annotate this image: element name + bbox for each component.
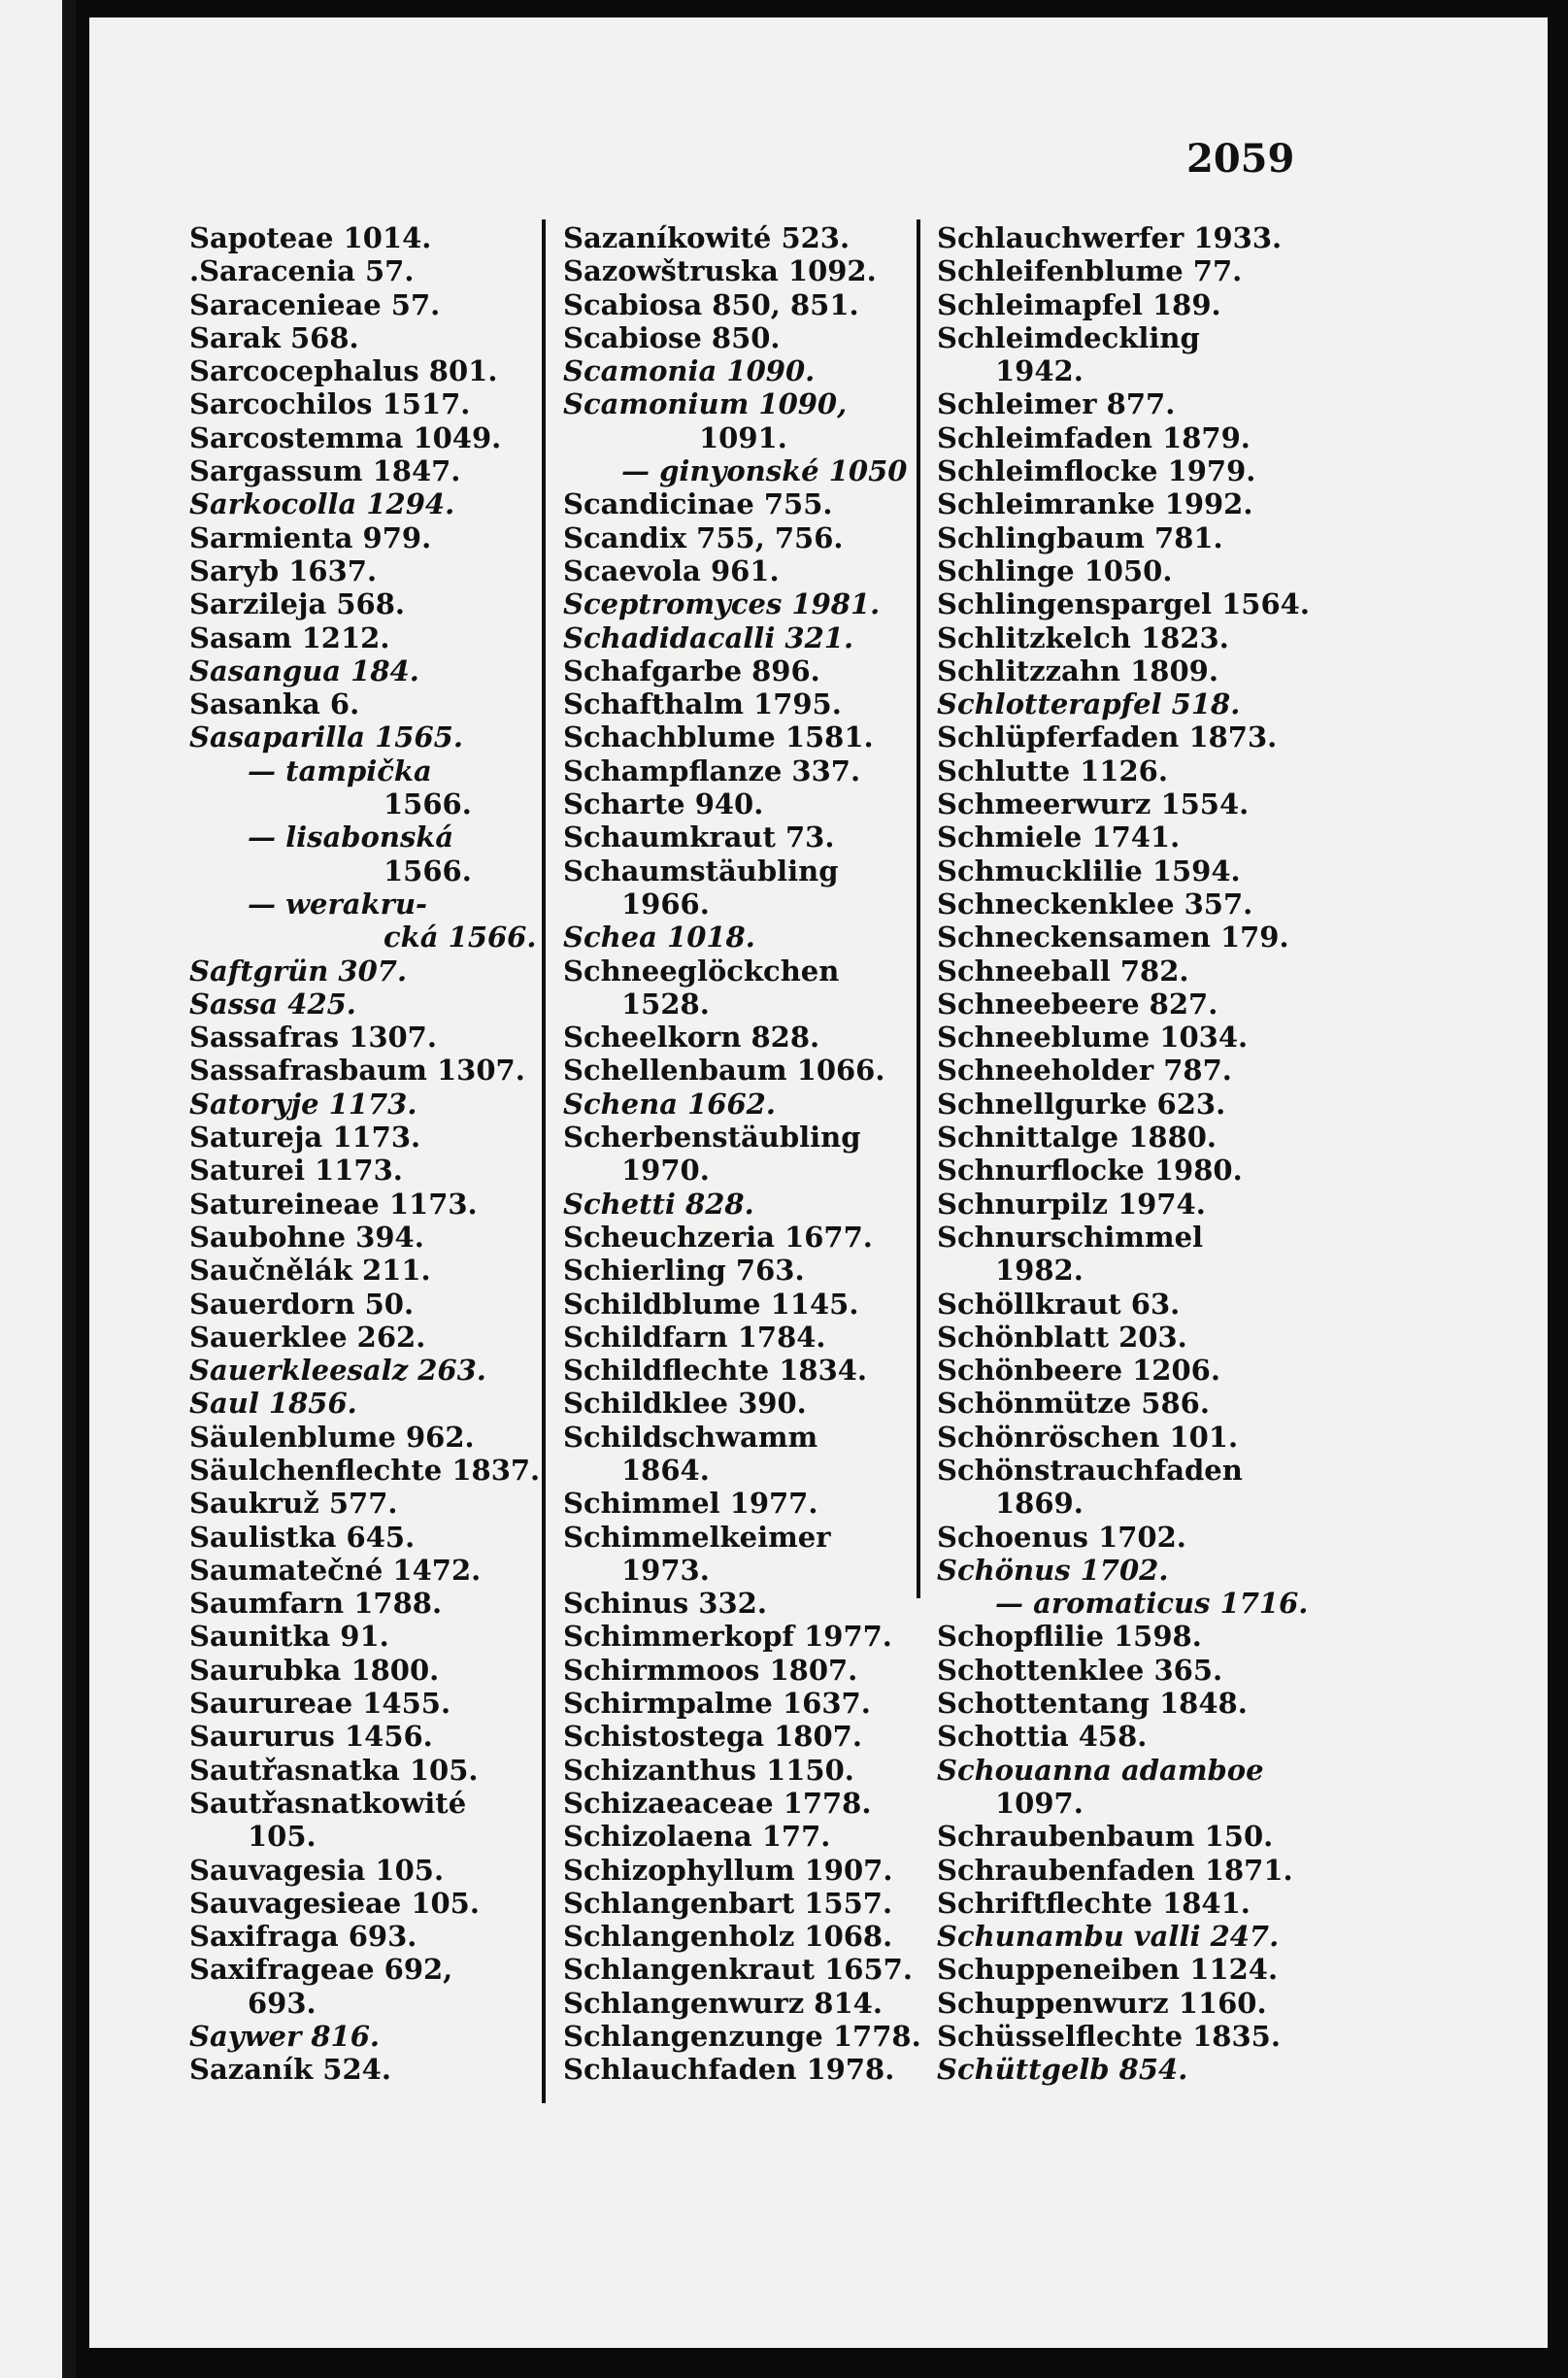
index-entry: Schaumstäubling [563, 854, 839, 888]
index-entry: Schmeerwurz 1554. [937, 787, 1250, 821]
index-entry: 1566. [384, 854, 472, 888]
index-entry: Schnurschimmel [937, 1220, 1204, 1254]
index-entry: Saul 1856. [189, 1387, 357, 1421]
index-entry: Schena 1662. [563, 1087, 776, 1121]
index-entry: Schildschwamm [563, 1420, 818, 1454]
index-entry: 693. [248, 1986, 317, 2020]
page-number: 2059 [1186, 136, 1295, 182]
index-entry: Sauvagesieae 105. [189, 1886, 480, 1920]
index-entry: Sauerdorn 50. [189, 1287, 415, 1321]
index-entry: Schneebeere 827. [937, 987, 1218, 1021]
index-entry: Schneeglöckchen [563, 954, 840, 988]
index-entry: Saururus 1456. [189, 1720, 433, 1754]
index-entry: Schlangenwurz 814. [563, 1986, 883, 2020]
index-entry: Schönus 1702. [937, 1553, 1169, 1587]
index-entry: Scharte 940. [563, 787, 764, 821]
index-entry: cká 1566. [384, 921, 537, 955]
index-entry: Schinus 332. [563, 1587, 767, 1621]
index-entry: Satureja 1173. [189, 1121, 421, 1155]
index-entry: 1869. [995, 1487, 1084, 1521]
index-entry: Schizolaena 177. [563, 1820, 831, 1854]
index-entry: Saulistka 645. [189, 1520, 416, 1554]
index-entry: Schneeholder 787. [937, 1054, 1232, 1088]
index-entry: — tampička [248, 754, 432, 787]
index-entry: Schriftflechte 1841. [937, 1886, 1251, 1920]
index-entry: Sautřasnatkowité [189, 1786, 467, 1820]
index-entry: Sarak 568. [189, 320, 359, 354]
index-entry: Scamonium 1090, [563, 387, 848, 421]
index-entry: Schlinge 1050. [937, 553, 1173, 587]
index-entry: Schneeball 782. [937, 954, 1189, 988]
index-entry: Sazaníkowité 523. [563, 221, 851, 254]
index-entry: Saryb 1637. [189, 553, 378, 587]
index-entry: Schunambu valli 247. [937, 1920, 1280, 1954]
index-entry: 1973. [621, 1553, 710, 1587]
index-entry: — lisabonská [248, 821, 454, 854]
index-entry: Schimmerkopf 1977. [563, 1620, 892, 1654]
index-entry: Schleimer 877. [937, 387, 1176, 421]
index-entry: Schraubenbaum 150. [937, 1820, 1274, 1854]
index-entry: Satoryje 1173. [189, 1087, 417, 1121]
index-entry: Schierling 763. [563, 1254, 805, 1288]
previous-page-edge [0, 0, 70, 2378]
index-entry: Schetti 828. [563, 1187, 754, 1221]
index-entry: Scabiose 850. [563, 320, 781, 354]
index-entry: Sceptromyces 1981. [563, 587, 881, 621]
index-entry: Schuppeneiben 1124. [937, 1953, 1279, 1987]
index-entry: Schlangenbart 1557. [563, 1886, 893, 1920]
index-entry: Schleimflocke 1979. [937, 454, 1256, 488]
index-entry: Schizanthus 1150. [563, 1753, 854, 1787]
index-entry: Schlauchfaden 1978. [563, 2053, 895, 2087]
index-entry: Schirmpalme 1637. [563, 1687, 871, 1721]
index-entry: Schneeblume 1034. [937, 1021, 1249, 1055]
index-entry: Schlutte 1126. [937, 754, 1168, 787]
index-entry: 1091. [699, 420, 787, 454]
index-entry: Sarmienta 979. [189, 520, 432, 554]
index-entry: Sazowštruska 1092. [563, 254, 877, 288]
index-entry: Schizaeaceae 1778. [563, 1786, 872, 1820]
index-entry: Schlüpferfaden 1873. [937, 720, 1278, 754]
index-entry: Saracenieae 57. [189, 287, 441, 321]
index-entry: Saunitka 91. [189, 1620, 389, 1654]
index-entry: Schlotterapfel 518. [937, 687, 1241, 721]
index-entry: Schistostega 1807. [563, 1720, 862, 1754]
index-entry: Schimmel 1977. [563, 1487, 818, 1521]
index-entry: — werakru- [248, 887, 428, 921]
index-entry: 1942. [995, 354, 1084, 388]
index-entry: 1097. [995, 1786, 1084, 1820]
index-entry: Scandix 755, 756. [563, 520, 844, 554]
index-entry: Saxifraga 693. [189, 1920, 417, 1954]
index-entry: Schlangenkraut 1657. [563, 1953, 913, 1987]
index-entry: Schlangenzunge 1778. [563, 2020, 921, 2054]
index-entry: Sarcostemma 1049. [189, 420, 502, 454]
index-entry: Schraubenfaden 1871. [937, 1853, 1293, 1887]
index-entry: Schüttgelb 854. [937, 2053, 1188, 2087]
index-entry: Saumfarn 1788. [189, 1587, 443, 1621]
index-entry: Sauerkleesalz 263. [189, 1354, 486, 1388]
index-entry: Schlangenholz 1068. [563, 1920, 893, 1954]
index-entry: Schuppenwurz 1160. [937, 1986, 1267, 2020]
index-entry: Schönröschen 101. [937, 1420, 1239, 1454]
index-entry: Sarcochilos 1517. [189, 387, 471, 421]
index-entry: Schafgarbe 896. [563, 653, 820, 687]
index-entry: Schnurflocke 1980. [937, 1154, 1243, 1188]
index-entry: Saturei 1173. [189, 1154, 403, 1188]
index-entry: 1566. [384, 787, 472, 821]
index-entry: Schönstrauchfaden [937, 1453, 1243, 1487]
index-entry: Sargassum 1847. [189, 454, 461, 488]
index-entry: Schadidacalli 321. [563, 620, 854, 654]
index-entry: Schottia 458. [937, 1720, 1148, 1754]
index-entry: Schildklee 390. [563, 1387, 807, 1421]
index-entry: Schouanna adamboe [937, 1753, 1264, 1787]
index-entry: Schnellgurke 623. [937, 1087, 1226, 1121]
index-entry: — aromaticus 1716. [995, 1587, 1309, 1621]
index-entry: Sazaník 524. [189, 2053, 391, 2087]
index-entry: Saurureae 1455. [189, 1687, 451, 1721]
index-entry: 1864. [621, 1453, 710, 1487]
index-entry: Schleimapfel 189. [937, 287, 1221, 321]
index-entry: Sasangua 184. [189, 653, 419, 687]
index-entry: Schildfarn 1784. [563, 1320, 826, 1354]
index-entry: Sasam 1212. [189, 620, 390, 654]
index-entry: Schleifenblume 77. [937, 254, 1243, 288]
index-entry: Schnittalge 1880. [937, 1121, 1218, 1155]
index-entry: Schaumkraut 73. [563, 821, 835, 854]
index-entry: 1970. [621, 1154, 710, 1188]
index-entry: Schimmelkeimer [563, 1520, 831, 1554]
index-column-2 [563, 221, 921, 2087]
index-entry: Schampflanze 337. [563, 754, 861, 787]
index-entry: Schoenus 1702. [937, 1520, 1186, 1554]
index-entry: Schönmütze 586. [937, 1387, 1210, 1421]
page-gutter-shadow [62, 0, 76, 2378]
index-entry: .Saracenia 57. [189, 254, 415, 288]
index-entry: Sarkocolla 1294. [189, 487, 455, 521]
index-entry: Säulchenflechte 1837. [189, 1453, 541, 1487]
index-entry: Sassafras 1307. [189, 1021, 437, 1055]
index-entry: Schlingenspargel 1564. [937, 587, 1310, 621]
index-entry: Schmucklilie 1594. [937, 854, 1241, 888]
index-entry: Scheuchzeria 1677. [563, 1220, 873, 1254]
index-entry: Schnurpilz 1974. [937, 1187, 1206, 1221]
index-entry: Schlauchwerfer 1933. [937, 221, 1283, 254]
index-entry: Sarzileja 568. [189, 587, 405, 621]
index-entry: Saučnělák 211. [189, 1254, 431, 1288]
index-entry: Schellenbaum 1066. [563, 1054, 885, 1088]
index-entry: — ginyonské 1050 [621, 454, 908, 488]
index-entry: Saxifrageae 692, [189, 1953, 453, 1987]
index-entry: Sasanka 6. [189, 687, 360, 721]
index-column-3 [937, 221, 1310, 2087]
index-entry: Satureineae 1173. [189, 1187, 478, 1221]
index-entry: Schildblume 1145. [563, 1287, 859, 1321]
column-divider-1 [542, 219, 546, 2103]
index-entry: Sarcocephalus 801. [189, 354, 498, 388]
index-entry: Schöllkraut 63. [937, 1287, 1181, 1321]
index-entry: Saumatečné 1472. [189, 1553, 482, 1587]
index-entry: Schottentang 1848. [937, 1687, 1248, 1721]
index-entry: Saukruž 577. [189, 1487, 398, 1521]
index-entry: Schizophyllum 1907. [563, 1853, 893, 1887]
index-entry: 1528. [621, 987, 710, 1021]
index-column-1 [189, 221, 541, 2087]
index-entry: Schlingbaum 781. [937, 520, 1223, 554]
index-entry: Scabiosa 850, 851. [563, 287, 859, 321]
index-entry: Säulenblume 962. [189, 1420, 475, 1454]
index-entry: Sassa 425. [189, 987, 356, 1021]
index-entry: Schottenklee 365. [937, 1653, 1223, 1687]
index-entry: Scaevola 961. [563, 553, 780, 587]
index-entry: Schopflilie 1598. [937, 1620, 1202, 1654]
index-entry: Schneckensamen 179. [937, 921, 1289, 955]
index-entry: Schlitzkelch 1823. [937, 620, 1229, 654]
index-entry: Schachblume 1581. [563, 720, 874, 754]
column-divider-2 [917, 219, 920, 1598]
index-entry: Sassafrasbaum 1307. [189, 1054, 525, 1088]
index-entry: Sapoteae 1014. [189, 221, 432, 254]
index-entry: Sauerklee 262. [189, 1320, 426, 1354]
index-entry: Schleimfaden 1879. [937, 420, 1251, 454]
index-entry: Schea 1018. [563, 921, 755, 955]
index-entry: Scheelkorn 828. [563, 1021, 820, 1055]
index-entry: Scandicinae 755. [563, 487, 833, 521]
index-entry: Saftgrün 307. [189, 954, 408, 988]
index-entry: Saubohne 394. [189, 1220, 424, 1254]
index-entry: Schlitzzahn 1809. [937, 653, 1218, 687]
index-entry: Saurubka 1800. [189, 1653, 440, 1687]
index-entry: Scamonia 1090. [563, 354, 816, 388]
index-entry: Schneckenklee 357. [937, 887, 1253, 921]
index-entry: Sauvagesia 105. [189, 1853, 445, 1887]
index-entry: Schafthalm 1795. [563, 687, 842, 721]
index-entry: Sasaparilla 1565. [189, 720, 463, 754]
index-entry: 105. [248, 1820, 317, 1854]
index-entry: Saywer 816. [189, 2020, 381, 2054]
index-entry: 1982. [995, 1254, 1084, 1288]
index-entry: Schirmmoos 1807. [563, 1653, 858, 1687]
index-entry: Schmiele 1741. [937, 821, 1181, 854]
index-entry: Schleimranke 1992. [937, 487, 1253, 521]
index-entry: 1966. [621, 887, 710, 921]
index-entry: Schönblatt 203. [937, 1320, 1187, 1354]
index-entry: Schildflechte 1834. [563, 1354, 868, 1388]
index-entry: Schleimdeckling [937, 320, 1200, 354]
index-entry: Schönbeere 1206. [937, 1354, 1220, 1388]
index-entry: Schüsselflechte 1835. [937, 2020, 1281, 2054]
index-entry: Scherbenstäubling [563, 1121, 861, 1155]
index-entry: Sautřasnatka 105. [189, 1753, 479, 1787]
